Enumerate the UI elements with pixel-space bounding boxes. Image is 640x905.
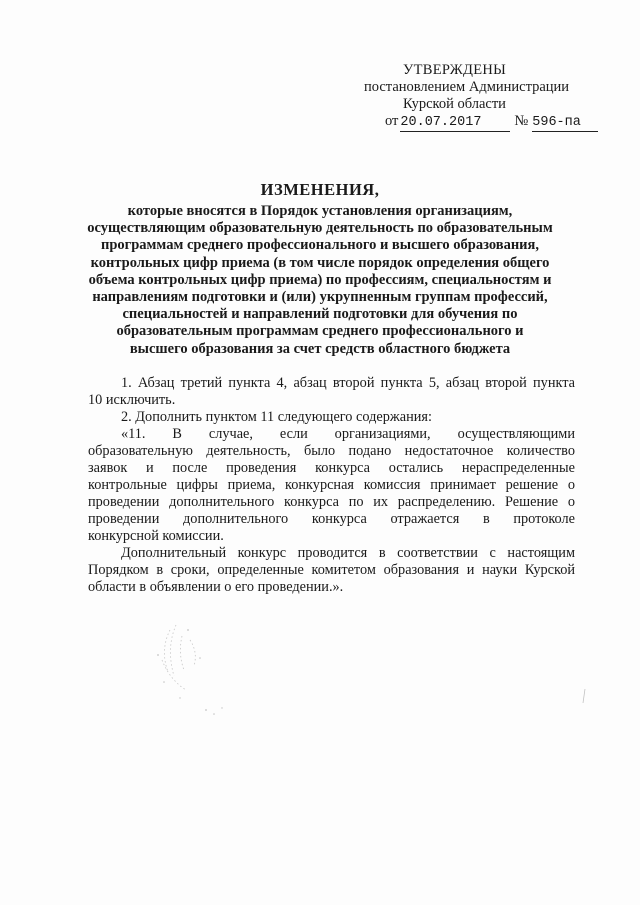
- subtitle-line: программам среднего профессионального и высшего образования,: [100, 237, 540, 254]
- region-line: Курской области: [403, 96, 506, 112]
- paragraph-1: [88, 375, 575, 409]
- text-line: 10 исключить.: [88, 392, 176, 408]
- text-line: конкурсной комиссии.: [88, 528, 224, 544]
- paragraph-2: [88, 409, 575, 426]
- subtitle-line: специальностей и направлений подготовки для обучения по: [122, 306, 518, 323]
- text-line: области в объявлении о его проведении.».: [88, 579, 344, 595]
- text-line: 1. Абзац третий пункта 4, абзац второй пункта 5, абзац второй пункта: [121, 375, 575, 391]
- text-line: проведении дополнительного конкурса по их распределению. Решение о: [88, 494, 575, 510]
- text-line: 2. Дополнить пунктом 11 следующего содержания:: [121, 409, 432, 425]
- paragraph-3: [88, 426, 575, 545]
- text-line: проведении дополнительного конкурса отражается в протоколе: [88, 511, 575, 527]
- paragraph-4: [88, 545, 575, 596]
- approved-title: УТВЕРЖДЕНЫ: [403, 62, 507, 78]
- subtitle-line: которые вносятся в Порядок установления организациям,: [127, 203, 513, 219]
- seal-mark: [140, 610, 250, 720]
- document-body: [88, 375, 575, 596]
- subtitle-line: образовательным программам среднего профессионального и: [116, 323, 524, 340]
- subtitle-line: контрольных цифр приема (в том числе порядок определения общего: [90, 254, 550, 271]
- approval-date: 20.07.2017: [400, 114, 510, 132]
- text-line: контрольные цифры приема, конкурсная комиссия принимает решение о: [88, 477, 575, 493]
- number-sign: №: [514, 113, 529, 129]
- text-line: Дополнительный конкурс проводится в соответствии с настоящим: [121, 545, 575, 561]
- text-line: «11. В случае, если организациями, осуществляющими: [121, 426, 575, 442]
- subtitle-line: объема контрольных цифр приема) по профессиям, специальностям и: [88, 271, 552, 288]
- text-line: Порядком в сроки, определенные комитетом образования и науки Курской: [88, 562, 575, 578]
- date-number-line: [385, 113, 598, 132]
- document-title: ИЗМЕНЕНИЯ,: [260, 180, 380, 199]
- document-heading: [60, 180, 580, 358]
- resolution-line: постановлением Администрации: [364, 79, 570, 95]
- approval-number: 596-па: [532, 114, 598, 132]
- scan-speck: [580, 688, 588, 704]
- subtitle-line: направлениям подготовки и (или) укрупненным группам профессий,: [92, 289, 548, 306]
- text-line: образовательную деятельность, было подано недостаточное количество: [88, 443, 575, 459]
- subtitle-line: осуществляющим образовательную деятельность по образовательным: [87, 220, 553, 237]
- text-line: заявок и после проведения конкурса остались нераспределенные: [88, 460, 575, 476]
- from-prefix: от: [385, 113, 399, 129]
- subtitle-line: высшего образования за счет средств областного бюджета: [129, 340, 511, 357]
